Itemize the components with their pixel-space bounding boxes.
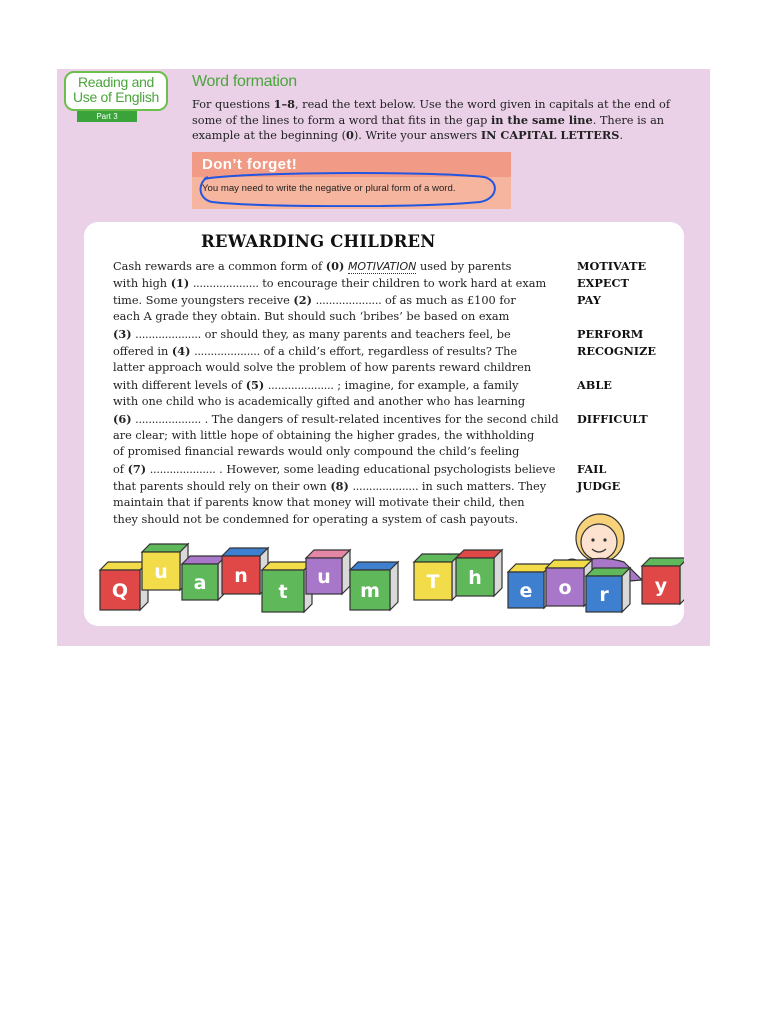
same-line-emphasis: in the same line [490, 112, 593, 127]
badge-title: Reading and Use of English [72, 74, 160, 105]
block-letter: u [317, 566, 331, 588]
child-face [581, 524, 617, 560]
keyword-judge: JUDGE [577, 479, 621, 493]
answer-gap: .................... [135, 413, 201, 426]
block-letter: n [234, 565, 248, 587]
article-title: REWARDING CHILDREN [201, 232, 436, 251]
block-letter: o [558, 577, 572, 599]
block-letter: u [154, 561, 168, 583]
dont-forget-title: Don’t forget! [192, 152, 511, 177]
article-line: with different levels of (5) .................... ; imagine, for example, a family [113, 378, 519, 392]
keyword-fail: FAIL [577, 462, 607, 476]
example-answer: MOTIVATION [347, 260, 417, 273]
question-number: (5) [245, 378, 265, 392]
keyword-difficult: DIFFICULT [577, 412, 648, 426]
instructions-text: . [619, 129, 624, 142]
block-side [494, 550, 502, 596]
question-number: (2) [293, 293, 312, 307]
child-eye [603, 538, 606, 541]
capital-letters-emphasis: IN CAPITAL LETTERS [480, 128, 620, 142]
block-letter: e [519, 580, 533, 602]
instructions-text: . There is an example at the beginning ( [192, 113, 665, 142]
question-number: (8) [330, 479, 349, 493]
instructions [192, 97, 672, 144]
block-letter: r [599, 584, 609, 606]
answer-gap: .................... [135, 328, 201, 341]
article-line: that parents should rely on their own (8) .................... in such matters. They [113, 479, 547, 493]
pen-circle-annotation [198, 171, 498, 207]
block-letter: t [278, 581, 288, 603]
question-number: (6) [113, 412, 132, 426]
block-letter: y [654, 575, 668, 597]
article-line: time. Some youngsters receive (2) .................... of as much as £100 for [113, 293, 516, 307]
section-badge [64, 71, 168, 111]
article-line: Cash rewards are a common form of (0) MOTIVATION used by parents [113, 259, 512, 273]
article-line: of (7) .................... . However, some leading educational psychologists believe [113, 462, 556, 476]
block-side [622, 568, 630, 612]
question-number: (1) [170, 276, 190, 290]
answer-gap: .................... [267, 379, 334, 392]
answer-gap: .................... [194, 345, 260, 358]
question-number: (7) [127, 462, 147, 476]
dont-forget-text: You may need to write the negative or plural form of a word. [202, 183, 456, 194]
child-eye [591, 538, 594, 541]
answer-gap: .................... [149, 463, 216, 476]
article-line: each A grade they obtain. But should such ‘bribes’ be based on exam [113, 310, 510, 323]
block-side [390, 562, 398, 610]
article-line: latter approach would solve the problem of how parents reward children [113, 361, 532, 374]
block-letter: m [360, 580, 380, 602]
article-line: they should not be condemned for operating a system of cash payouts. [113, 513, 519, 526]
article-line: (6) .................... . The dangers of result-related incentives for the second child [113, 412, 559, 426]
block-top [642, 558, 684, 566]
instructions-text: , read the text below. Use the word given in capitals at the end of some of the lines to form a word that fits in the gap [192, 98, 671, 127]
instructions-text: For questions [192, 98, 274, 111]
article-line: (3) .................... or should they, as many parents and teachers feel, be [113, 327, 511, 341]
block-letter: h [468, 567, 482, 589]
keyword-recognize: RECOGNIZE [577, 344, 656, 358]
example-number: 0 [346, 128, 354, 142]
instructions-text: ). Write your answers [353, 129, 481, 142]
keyword-perform: PERFORM [577, 327, 644, 341]
answer-gap: .................... [352, 480, 419, 493]
article-line: of promised financial rewards would only compound the child’s feeling [113, 445, 520, 458]
question-number: (4) [171, 344, 191, 358]
keyword-motivate: MOTIVATE [577, 259, 647, 273]
block-side [342, 550, 350, 594]
article-line: with high (1) .................... to encourage their children to work hard at exam [113, 276, 547, 290]
question-number: (3) [113, 327, 132, 341]
keyword-expect: EXPECT [577, 276, 629, 290]
keyword-pay: PAY [577, 293, 601, 307]
article-line: are clear; with little hope of obtaining the higher grades, the withholding [113, 429, 535, 442]
block-letter: a [193, 572, 207, 594]
section-title: Word formation [192, 73, 297, 90]
question-range: 1–8 [273, 97, 295, 111]
article-line: offered in (4) .................... of a child’s effort, regardless of results? The [113, 344, 518, 358]
article-line: with one child who is academically gifted and another who has learning [113, 395, 526, 408]
keyword-able: ABLE [577, 378, 612, 392]
question-number: (0) [325, 259, 345, 273]
block-letter: T [426, 571, 440, 593]
block-letter: Q [111, 580, 129, 602]
part-tag: Part 3 [77, 111, 137, 122]
answer-gap: .................... [315, 294, 382, 307]
alphabet-blocks-illustration [94, 500, 684, 630]
answer-gap: .................... [192, 277, 259, 290]
article-line: maintain that if parents know that money will motivate their child, then [113, 496, 525, 509]
